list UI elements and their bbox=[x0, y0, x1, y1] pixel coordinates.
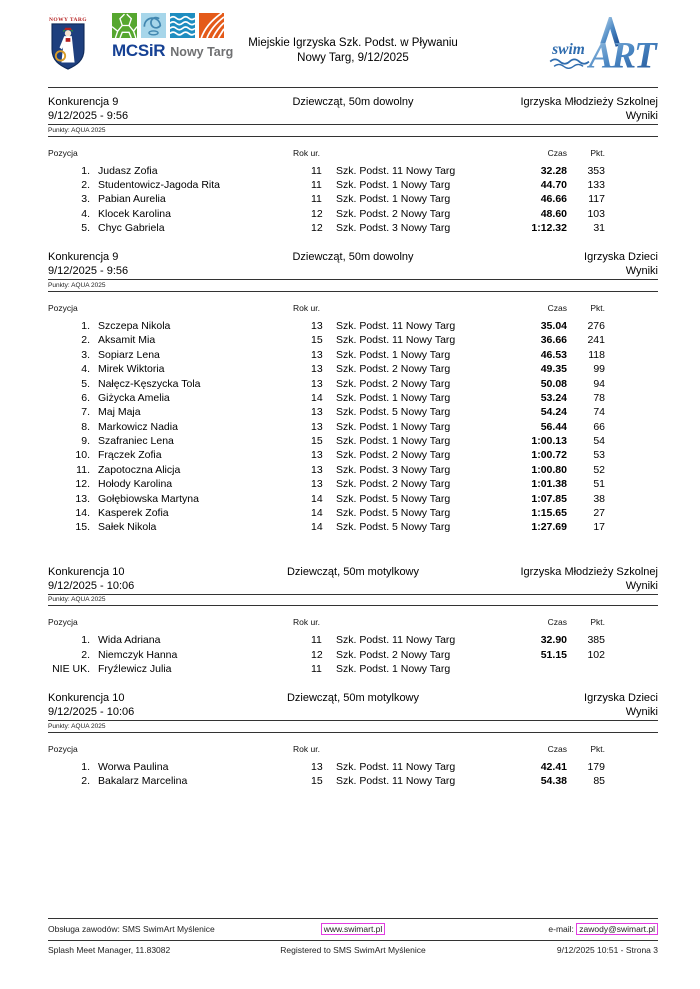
nowy-targ-crest-logo bbox=[48, 13, 88, 75]
row-school: Szk. Podst. 2 Nowy Targ bbox=[336, 377, 451, 390]
row-position: 2. bbox=[81, 775, 90, 788]
row-position: 1. bbox=[81, 760, 90, 773]
row-time: 1:07.85 bbox=[531, 492, 567, 505]
row-birth-year: 11 bbox=[311, 634, 322, 647]
row-swimmer-name: Bakalarz Marcelina bbox=[98, 775, 188, 788]
col-year: Rok ur. bbox=[293, 302, 320, 313]
row-time: 44.70 bbox=[540, 178, 567, 191]
row-birth-year: 11 bbox=[311, 164, 322, 177]
row-position: 2. bbox=[81, 334, 90, 347]
row-birth-year: 12 bbox=[311, 648, 323, 661]
row-time: 36.66 bbox=[540, 334, 567, 347]
row-position: 2. bbox=[81, 178, 90, 191]
row-position: 4. bbox=[81, 207, 90, 220]
event-header bbox=[48, 95, 658, 123]
row-points: 52 bbox=[593, 463, 605, 476]
table-row bbox=[48, 348, 658, 362]
row-birth-year: 13 bbox=[311, 478, 323, 491]
row-points: 385 bbox=[587, 634, 605, 647]
row-points: 133 bbox=[587, 178, 605, 191]
row-birth-year: 14 bbox=[311, 507, 323, 520]
event-section-4 bbox=[48, 691, 658, 788]
row-swimmer-name: Nałęcz-Kęszycka Tola bbox=[98, 377, 201, 390]
event-name: Dziewcząt, 50m motylkowy bbox=[286, 565, 420, 578]
row-school: Szk. Podst. 1 Nowy Targ bbox=[336, 193, 451, 206]
event-datetime: 9/12/2025 - 9:56 bbox=[48, 110, 129, 122]
running-track-tile-icon bbox=[199, 13, 224, 38]
row-points: 17 bbox=[593, 521, 605, 534]
row-school: Szk. Podst. 5 Nowy Targ bbox=[336, 406, 451, 419]
row-swimmer-name: Studentowicz-Jagoda Rita bbox=[98, 178, 220, 191]
row-points: 51 bbox=[593, 478, 605, 491]
table-row bbox=[48, 760, 658, 774]
row-points: 117 bbox=[588, 193, 605, 206]
crest-city-label: NOWY TARG bbox=[49, 17, 87, 23]
results-table bbox=[48, 164, 658, 236]
row-time: 54.24 bbox=[540, 406, 567, 419]
points-note: Punkty: AQUA 2025 bbox=[48, 124, 658, 137]
row-birth-year: 13 bbox=[311, 377, 323, 390]
row-school: Szk. Podst. 1 Nowy Targ bbox=[336, 391, 451, 404]
row-swimmer-name: Niemczyk Hanna bbox=[98, 648, 178, 661]
row-school: Szk. Podst. 1 Nowy Targ bbox=[336, 420, 451, 433]
row-swimmer-name: Mirek Wiktoria bbox=[98, 363, 165, 376]
row-time: 46.66 bbox=[540, 193, 567, 206]
mcsir-sport-tiles bbox=[112, 13, 233, 38]
table-row bbox=[48, 774, 658, 788]
row-points: 38 bbox=[593, 492, 605, 505]
ice-rink-tile-icon bbox=[141, 13, 166, 38]
row-position: 7. bbox=[81, 406, 90, 419]
table-row bbox=[48, 506, 658, 520]
event-name: Dziewcząt, 50m dowolny bbox=[292, 96, 414, 108]
row-points: 353 bbox=[587, 164, 605, 177]
row-school: Szk. Podst. 11 Nowy Targ bbox=[336, 334, 456, 347]
row-position: NIE UK. bbox=[52, 663, 90, 676]
row-time: 46.53 bbox=[540, 348, 567, 361]
row-birth-year: 14 bbox=[311, 492, 323, 505]
row-swimmer-name: Aksamit Mia bbox=[98, 334, 156, 347]
event-datetime: 9/12/2025 - 10:06 bbox=[48, 579, 135, 592]
row-points: 78 bbox=[593, 391, 605, 404]
table-row bbox=[48, 405, 658, 419]
row-swimmer-name: Hołody Karolina bbox=[98, 478, 173, 491]
row-position: 1. bbox=[81, 164, 90, 177]
table-header bbox=[48, 617, 658, 629]
row-swimmer-name: Klocek Karolina bbox=[98, 207, 171, 220]
swimart-logo bbox=[546, 17, 658, 84]
event-header bbox=[48, 565, 658, 593]
row-swimmer-name: Maj Maja bbox=[98, 406, 141, 419]
footer-software-row bbox=[48, 940, 658, 959]
row-position: 2. bbox=[81, 648, 90, 661]
row-school: Szk. Podst. 1 Nowy Targ bbox=[336, 435, 451, 448]
row-birth-year: 13 bbox=[311, 420, 323, 433]
row-time: 53.24 bbox=[540, 391, 567, 404]
row-birth-year: 14 bbox=[311, 391, 323, 404]
row-swimmer-name: Sałek Nikola bbox=[98, 521, 157, 534]
row-time: 1:27.69 bbox=[531, 521, 567, 534]
row-time: 1:00.72 bbox=[531, 449, 567, 462]
footer-service: Obsługa zawodów: SMS SwimArt Myślenice bbox=[48, 924, 215, 934]
row-swimmer-name: Szafraniec Lena bbox=[98, 435, 174, 448]
results-table bbox=[48, 319, 658, 535]
table-row bbox=[48, 477, 658, 491]
row-position: 11. bbox=[76, 463, 90, 476]
table-row bbox=[48, 648, 658, 662]
row-swimmer-name: Judasz Zofia bbox=[98, 164, 158, 177]
row-school: Szk. Podst. 3 Nowy Targ bbox=[336, 222, 451, 235]
row-school: Szk. Podst. 11 Nowy Targ bbox=[336, 634, 456, 647]
row-school: Szk. Podst. 2 Nowy Targ bbox=[336, 449, 451, 462]
software-name: Splash Meet Manager, 11.83082 bbox=[48, 945, 171, 955]
event-name: Dziewcząt, 50m dowolny bbox=[292, 251, 414, 264]
row-time: 1:12.32 bbox=[531, 222, 567, 235]
website-link[interactable]: www.swimart.pl bbox=[321, 923, 386, 935]
table-row bbox=[48, 377, 658, 391]
table-row bbox=[48, 662, 658, 676]
table-header bbox=[48, 148, 658, 160]
table-row bbox=[48, 391, 658, 405]
row-birth-year: 15 bbox=[311, 334, 323, 347]
event-name: Dziewcząt, 50m motylkowy bbox=[286, 692, 420, 705]
table-row bbox=[48, 448, 658, 462]
row-points: 118 bbox=[588, 348, 605, 361]
row-position: 14. bbox=[75, 507, 90, 520]
mcsir-name: MCSiR bbox=[112, 41, 166, 60]
row-birth-year: 11 bbox=[311, 178, 322, 191]
row-swimmer-name: Zapotoczna Alicja bbox=[98, 463, 181, 476]
event-header bbox=[48, 250, 658, 278]
row-time: 51.15 bbox=[540, 648, 567, 661]
email-label: e-mail: bbox=[548, 924, 574, 934]
row-birth-year: 13 bbox=[311, 406, 323, 419]
row-birth-year: 13 bbox=[311, 319, 323, 332]
row-swimmer-name: Kasperek Zofia bbox=[98, 507, 169, 520]
table-header bbox=[48, 744, 658, 756]
row-position: 1. bbox=[81, 634, 90, 647]
row-swimmer-name: Sopiarz Lena bbox=[98, 348, 160, 361]
row-points: 53 bbox=[593, 449, 605, 462]
footer-contact-row bbox=[48, 918, 658, 940]
page-footer bbox=[48, 918, 658, 959]
row-time: 1:00.80 bbox=[531, 463, 567, 476]
results-label: Wyniki bbox=[625, 706, 658, 719]
meet-title bbox=[188, 36, 518, 66]
row-swimmer-name: Worwa Paulina bbox=[98, 760, 169, 773]
row-position: 3. bbox=[81, 348, 90, 361]
col-time: Czas bbox=[547, 743, 567, 754]
col-position: Pozycja bbox=[48, 147, 78, 158]
row-time: 1:00.13 bbox=[531, 435, 567, 448]
svg-text:ART: ART bbox=[588, 34, 655, 76]
row-swimmer-name: Gołębiowska Martyna bbox=[98, 492, 199, 505]
event-section-3 bbox=[48, 565, 658, 677]
row-position: 8. bbox=[81, 420, 90, 433]
results-table bbox=[48, 633, 658, 676]
row-school: Szk. Podst. 2 Nowy Targ bbox=[336, 363, 451, 376]
row-time bbox=[511, 662, 567, 676]
row-time: 49.35 bbox=[540, 363, 567, 376]
swimart-logo-icon bbox=[546, 17, 658, 79]
table-row bbox=[48, 362, 658, 376]
row-swimmer-name: Fryźlewicz Julia bbox=[98, 663, 172, 676]
results-label: Wyniki bbox=[625, 579, 658, 592]
col-time: Czas bbox=[547, 302, 567, 313]
row-school: Szk. Podst. 5 Nowy Targ bbox=[336, 492, 451, 505]
row-swimmer-name: Markowicz Nadia bbox=[98, 420, 178, 433]
table-row bbox=[48, 178, 658, 192]
row-birth-year: 11 bbox=[311, 663, 322, 676]
col-year: Rok ur. bbox=[293, 617, 320, 628]
col-points: Pkt. bbox=[590, 302, 605, 313]
row-birth-year: 13 bbox=[311, 449, 323, 462]
row-time: 50.08 bbox=[540, 377, 567, 390]
event-number: Konkurencja 9 bbox=[48, 96, 119, 108]
results-label: Wyniki bbox=[625, 110, 658, 122]
row-school: Szk. Podst. 5 Nowy Targ bbox=[336, 521, 451, 534]
row-birth-year: 13 bbox=[311, 348, 323, 361]
row-position: 5. bbox=[81, 222, 90, 235]
table-row bbox=[48, 192, 658, 206]
row-points: 27 bbox=[593, 507, 605, 520]
col-year: Rok ur. bbox=[293, 743, 320, 754]
row-birth-year: 13 bbox=[311, 463, 323, 476]
row-position: 6. bbox=[81, 391, 90, 404]
col-points: Pkt. bbox=[590, 743, 605, 754]
row-school: Szk. Podst. 3 Nowy Targ bbox=[336, 463, 451, 476]
row-position: 12. bbox=[75, 478, 90, 491]
crest-ornament: · · · · · · bbox=[50, 12, 86, 17]
row-points: 66 bbox=[593, 420, 605, 433]
row-school: Szk. Podst. 5 Nowy Targ bbox=[336, 507, 451, 520]
row-points: 31 bbox=[593, 222, 605, 235]
row-position: 13. bbox=[75, 492, 90, 505]
row-birth-year: 13 bbox=[311, 363, 323, 376]
row-swimmer-name: Wida Adriana bbox=[98, 634, 161, 647]
row-points: 85 bbox=[593, 775, 605, 788]
table-row bbox=[48, 333, 658, 347]
row-birth-year: 13 bbox=[311, 760, 323, 773]
row-birth-year: 12 bbox=[311, 207, 323, 220]
row-position: 4. bbox=[81, 363, 90, 376]
row-swimmer-name: Chyc Gabriela bbox=[98, 222, 165, 235]
event-category: Igrzyska Dzieci bbox=[584, 692, 658, 705]
table-row bbox=[48, 221, 658, 235]
col-time: Czas bbox=[547, 147, 567, 158]
col-points: Pkt. bbox=[590, 617, 605, 628]
row-position: 9. bbox=[81, 435, 90, 448]
table-row bbox=[48, 319, 658, 333]
points-note: Punkty: AQUA 2025 bbox=[48, 594, 658, 607]
table-row bbox=[48, 633, 658, 647]
table-row bbox=[48, 420, 658, 434]
row-position: 1. bbox=[81, 319, 90, 332]
row-swimmer-name: Frączek Zofia bbox=[98, 449, 162, 462]
row-position: 10. bbox=[75, 449, 90, 462]
row-school: Szk. Podst. 2 Nowy Targ bbox=[336, 478, 451, 491]
col-time: Czas bbox=[547, 617, 567, 628]
row-school: Szk. Podst. 1 Nowy Targ bbox=[336, 178, 451, 191]
table-row bbox=[48, 463, 658, 477]
row-points: 94 bbox=[593, 377, 605, 390]
table-row bbox=[48, 434, 658, 448]
table-row bbox=[48, 520, 658, 534]
row-time: 54.38 bbox=[540, 775, 567, 788]
table-row bbox=[48, 164, 658, 178]
row-swimmer-name: Giżycka Amelia bbox=[98, 391, 170, 404]
row-time: 1:01.38 bbox=[531, 478, 567, 491]
row-time: 35.04 bbox=[540, 319, 567, 332]
row-position: 15. bbox=[75, 521, 90, 534]
page-header bbox=[48, 0, 658, 88]
row-birth-year: 12 bbox=[311, 222, 323, 235]
row-points: 276 bbox=[587, 319, 605, 332]
page-info: 9/12/2025 10:51 - Strona 3 bbox=[556, 945, 658, 955]
row-points: 241 bbox=[587, 334, 605, 347]
meet-title-line2: Nowy Targ, 9/12/2025 bbox=[297, 52, 409, 64]
row-time: 1:15.65 bbox=[531, 507, 567, 520]
event-section-1 bbox=[48, 95, 658, 235]
points-note: Punkty: AQUA 2025 bbox=[48, 720, 658, 733]
row-time: 32.28 bbox=[540, 164, 567, 177]
row-position: 5. bbox=[81, 377, 90, 390]
row-birth-year: 15 bbox=[311, 435, 323, 448]
row-school: Szk. Podst. 11 Nowy Targ bbox=[336, 164, 456, 177]
row-points: 54 bbox=[593, 435, 605, 448]
row-school: Szk. Podst. 2 Nowy Targ bbox=[336, 648, 451, 661]
row-time: 42.41 bbox=[540, 760, 567, 773]
mcsir-city: Nowy Targ bbox=[170, 45, 234, 59]
row-school: Szk. Podst. 11 Nowy Targ bbox=[336, 760, 456, 773]
table-header bbox=[48, 303, 658, 315]
event-number: Konkurencja 9 bbox=[48, 251, 119, 264]
results-label: Wyniki bbox=[625, 265, 658, 278]
row-points: 103 bbox=[587, 207, 605, 220]
row-points: 102 bbox=[587, 648, 605, 661]
event-datetime: 9/12/2025 - 9:56 bbox=[48, 265, 129, 278]
row-swimmer-name: Pabian Aurelia bbox=[98, 193, 166, 206]
row-points: 179 bbox=[587, 760, 605, 773]
row-position: 3. bbox=[81, 193, 90, 206]
col-position: Pozycja bbox=[48, 743, 78, 754]
table-row bbox=[48, 207, 658, 221]
row-points: 74 bbox=[593, 406, 605, 419]
row-swimmer-name: Szczepa Nikola bbox=[98, 319, 171, 332]
results-table bbox=[48, 760, 658, 789]
row-time: 32.90 bbox=[540, 634, 567, 647]
row-school: Szk. Podst. 1 Nowy Targ bbox=[336, 348, 451, 361]
crest-shield-icon bbox=[51, 23, 85, 70]
row-birth-year: 11 bbox=[311, 193, 322, 206]
row-school: Szk. Podst. 1 Nowy Targ bbox=[336, 663, 451, 676]
event-category: Igrzyska Młodzieży Szkolnej bbox=[520, 96, 658, 108]
meet-title-line1: Miejskie Igrzyska Szk. Podst. w Pływaniu bbox=[248, 37, 458, 49]
row-time: 48.60 bbox=[540, 207, 567, 220]
event-section-2 bbox=[48, 250, 658, 534]
row-school: Szk. Podst. 11 Nowy Targ bbox=[336, 319, 456, 332]
event-category: Igrzyska Młodzieży Szkolnej bbox=[520, 565, 658, 578]
points-note: Punkty: AQUA 2025 bbox=[48, 279, 658, 292]
event-number: Konkurencja 10 bbox=[48, 565, 125, 578]
col-position: Pozycja bbox=[48, 302, 78, 313]
col-year: Rok ur. bbox=[293, 147, 320, 158]
event-category: Igrzyska Dzieci bbox=[584, 251, 658, 264]
row-points bbox=[567, 662, 605, 676]
event-number: Konkurencja 10 bbox=[48, 692, 125, 705]
svg-text:swim: swim bbox=[552, 40, 585, 58]
football-tile-icon bbox=[112, 13, 137, 38]
email-link[interactable]: zawody@swimart.pl bbox=[576, 923, 658, 935]
row-points: 99 bbox=[593, 363, 605, 376]
row-school: Szk. Podst. 11 Nowy Targ bbox=[336, 775, 456, 788]
row-birth-year: 15 bbox=[311, 775, 323, 788]
row-time: 56.44 bbox=[540, 420, 567, 433]
row-school: Szk. Podst. 2 Nowy Targ bbox=[336, 207, 451, 220]
event-header bbox=[48, 691, 658, 719]
col-position: Pozycja bbox=[48, 617, 78, 628]
row-birth-year: 14 bbox=[311, 521, 323, 534]
swimming-waves-tile-icon bbox=[170, 13, 195, 38]
table-row bbox=[48, 492, 658, 506]
registered-to: Registered to SMS SwimArt Myślenice bbox=[280, 945, 426, 955]
col-points: Pkt. bbox=[590, 147, 605, 158]
event-datetime: 9/12/2025 - 10:06 bbox=[48, 706, 135, 719]
